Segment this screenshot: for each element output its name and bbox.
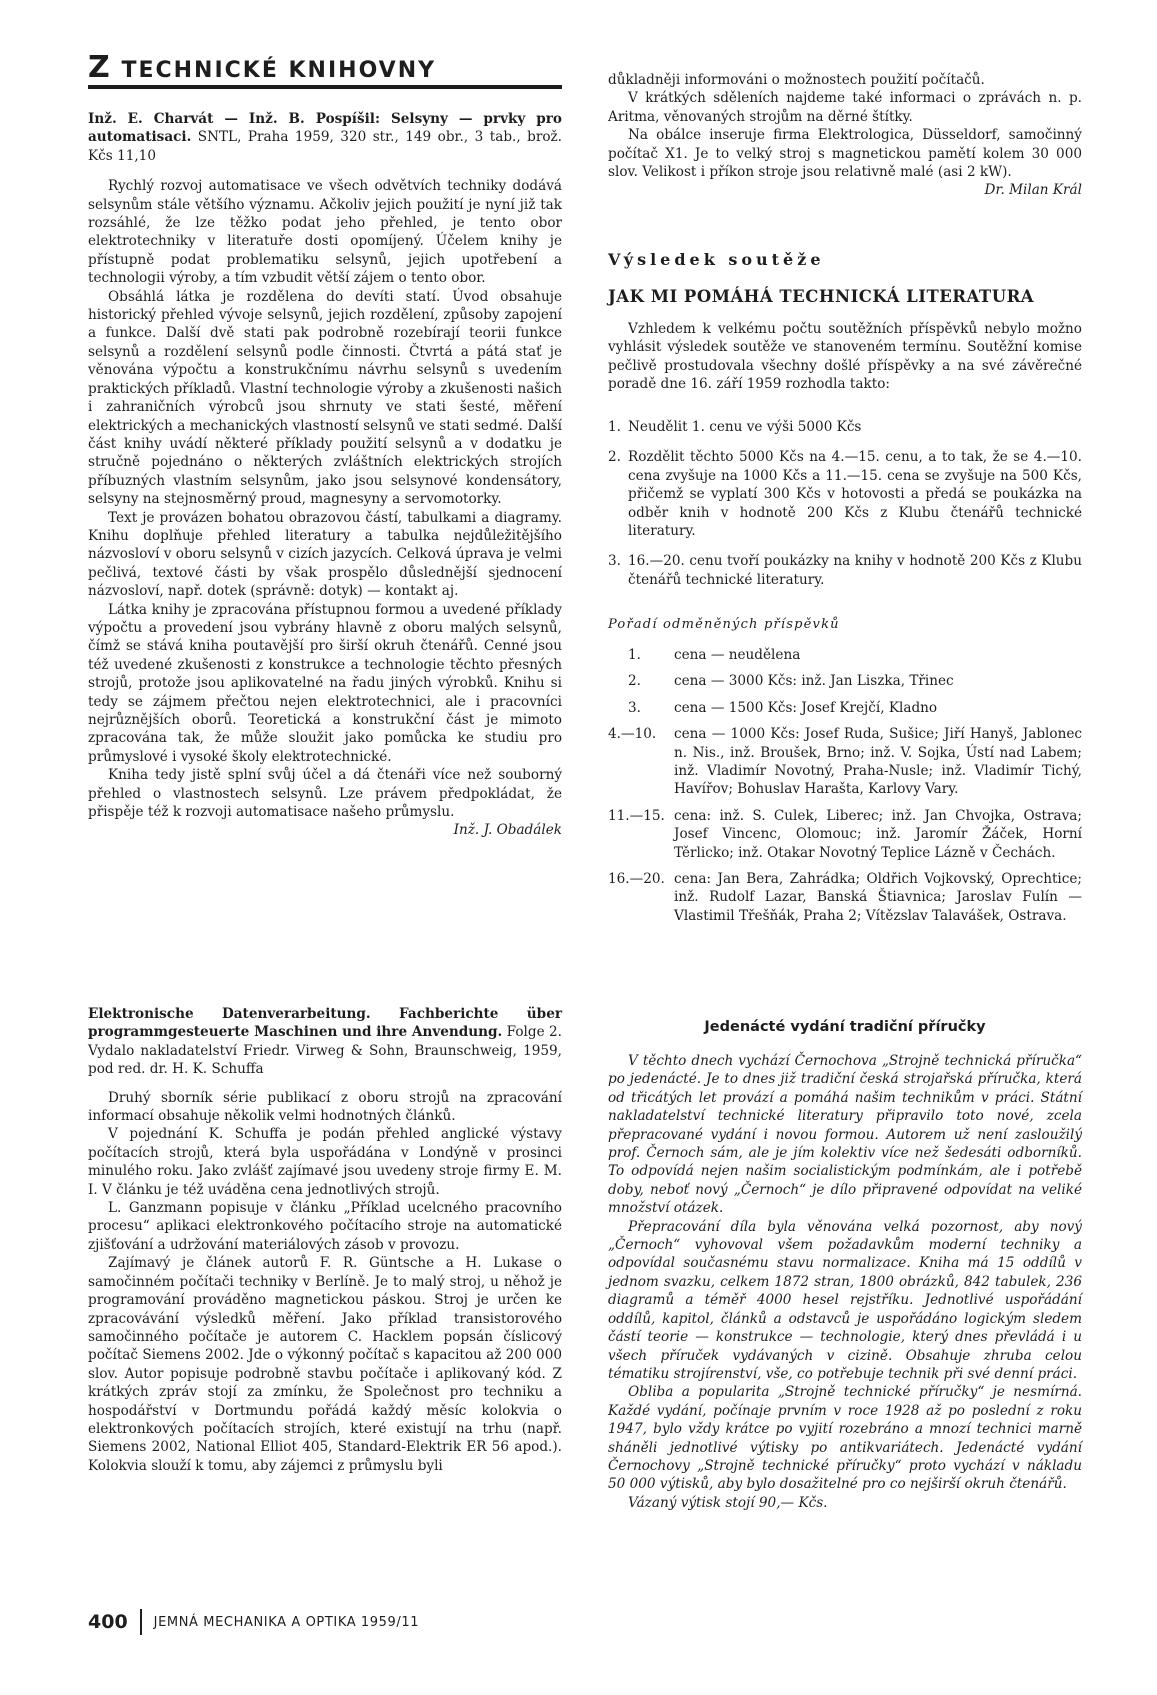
review-datenverarbeitung-paragraph: V pojednání K. Schuffa je podán přehled anglické výstavy počítacích strojů, která byla uspořádána v Londýně v prosinci minulého roku. Jako zvlášť zajímavé jsou uvedeny stroje firmy E. M. I. V článku je též uváděna cena jednotlivých strojů. bbox=[88, 1126, 562, 1198]
prize-entry bbox=[608, 870, 1082, 925]
prize-rank: 4.—10. bbox=[608, 726, 657, 743]
review-datenverarbeitung-continued bbox=[608, 71, 1082, 199]
decision-number: 1. bbox=[608, 419, 621, 435]
prize-rank: 2. bbox=[628, 673, 641, 690]
prize-text: cena — neudělena bbox=[674, 647, 801, 663]
contest-decision bbox=[608, 552, 1082, 589]
contest-decisions bbox=[608, 418, 1082, 601]
section-title bbox=[88, 50, 437, 85]
page-footer bbox=[88, 1609, 419, 1635]
prize-entry bbox=[608, 646, 1082, 664]
section-title-initial: Z bbox=[88, 50, 112, 85]
footer-divider bbox=[140, 1609, 142, 1635]
prize-rank: 16.—20. bbox=[608, 871, 665, 888]
prize-rank: 1. bbox=[628, 647, 641, 663]
prize-rank: 11.—15. bbox=[608, 807, 665, 824]
prize-text: cena — 3000 Kčs: inž. Jan Liszka, Třinec bbox=[674, 673, 954, 690]
review-selsyny-paragraph: Obsáhlá látka je rozdělena do devíti statí. Úvod obsahuje historický přehled vývoje selsynů, jejich rozdělení, způsoby zapojení a funkce. Další dvě stati pak podrobně rozebírají teorii funkce selsynů a rozdělení selsynů podle činnosti. Čtvrtá a pátá stať je věnována výpočtu a konstrukčnímu návrhu selsynů s uvedením praktických příkladů. Vlastní technologie výroby a zkušenosti našich i zahraničních výrobců jsou shrnuty ve stati šesté, měření elektrických a mechanických vlastností selsynů ve stati sedmé. Další část knihy uvádí některé příklady použití selsynů a v dodatku je stručně pojednáno o některých zvláštních elektrických strojích příbuzných vlastním selsynům, jako jsou selsynové kondensátory, selsyny na stejnosměrný proud, magnesyny a servomotorky. bbox=[88, 288, 562, 508]
contest-decision bbox=[608, 418, 1082, 436]
page-number: 400 bbox=[88, 1611, 128, 1633]
title-rule bbox=[88, 85, 562, 89]
decision-number: 3. bbox=[608, 553, 621, 570]
edition-paragraph: V těchto dnech vychází Černochova „Strojně technická příručka“ po jedenácté. Je to dnes již tradiční česká strojařská příručka, která od třicátých let provází a pomáhá našim technikům v práci. Státní nakladatelství technické literatury připravilo toto nové, zcela přepracované vydání i novou formou. Autorem už není zasloužilý prof. Černoch sám, ale je jím kolektiv více než šedesáti odborníků. To odpovídá nejen našim socialistickým podmínkám, ale i potřebě doby, neboť nový „Černoch“ je dílo připravené odpovídat na veliké množství otázek. bbox=[608, 1053, 1082, 1217]
review-selsyny-paragraph: Rychlý rozvoj automatisace ve všech odvětvích techniky dodává selsynům stále většího významu. Ačkoliv jejich použití je nyní již tak rozsáhlé, že lze těžko podat jeho přehled, je tento obor elektrotechniky v literatuře dosti opomíjený. Účelem knihy je přístupně podat problematiku selsynů, jejich upotřebení a technologii výroby, a tím vzbudit větší zájem o tento obor. bbox=[88, 178, 562, 287]
review-datenverarbeitung-paragraph: Zajímavý je článek autorů F. R. Güntsche a H. Lukase o samočinném počítači techniky v Berlíně. Je to malý stroj, u něhož je programování prováděno magnetickou páskou. Stroj je určen ke zpracovávání výsledků měření. Jako příklad transistorového samočinného počítače je autorem C. Hacklem popsán číslicový počítač Siemens 2002. Jde o výkonný počítač s kapacitou až 200 000 slov. Autor popisuje podrobně stavbu počítače i aplikovaný kód. Z krátkých zpráv stojí za zmínku, že Společnost pro techniku a hospodářství v Dortmundu pořádá každý měsíc kolokvia o elektronkových počítacích strojích, které existují na trhu (např. Siemens 2002, National Elliot 405, Standard-Elektrik ER 56 apod.). Kolokvia slouží k tomu, aby zájemci z průmyslu byli bbox=[88, 1255, 562, 1474]
edition-paragraph: Obliba a popularita „Strojně technické příručky“ je nesmírná. Každé vydání, počínaje prvním v roce 1928 až po poslední z roku 1947, bylo vždy krátce po vyjití rozebráno a mnozí technici marně sháněli jednotlivé výtisky po antikvariátech. Jedenácté vydání Černochovy „Strojně technické příručky“ proto vychází v nákladu 50 000 výtisků, aby bylo dosažitelné pro co nejširší okruh čtenářů. bbox=[608, 1384, 1082, 1493]
prize-list bbox=[608, 646, 1082, 933]
prize-entry bbox=[608, 672, 1082, 690]
review-datenverarbeitung-meta: Folge 2. Vydalo nakladatelství Friedr. Virweg & Sohn, Braunschweig, 1959, pod red. dr. H. K. Schuffa bbox=[88, 1024, 562, 1078]
review-datenverarbeitung-paragraph: Na obálce inseruje firma Elektrologica, Düsseldorf, samočinný počítač X1. Je to velký stroj s magnetickou pamětí kolem 30 000 slov. Velikost i příkon stroje jsou relativně malé (asi 2 kW). bbox=[608, 127, 1082, 181]
prize-text: cena: inž. S. Culek, Liberec; inž. Jan Chvojka, Ostrava; Josef Vincenc, Olomouc; inž. Jaromír Žáček, Horní Těrlicko; inž. Otakar Novotný Teplice Lázně v Čechách. bbox=[674, 807, 1082, 861]
review-datenverarbeitung-reference bbox=[88, 1005, 562, 1079]
journal-name: JEMNÁ MECHANIKA A OPTIKA 1959/11 bbox=[153, 1614, 420, 1630]
section-title-rest: TECHNICKÉ KNIHOVNY bbox=[121, 58, 437, 83]
review-selsyny-paragraph: Látka knihy je zpracována přístupnou formou a uvedené příklady výpočtu a provedení jsou vybrány hlavně z oboru malých selsynů, čímž se stává kniha poutavější pro širší okruh čtenářů. Cenné jsou též uvedené zkušenosti z konstrukce a technologie těchto přesných strojů, protože jsou aplikovatelné na řadu jiných výrobků. Knihu si tedy se zájmem přečtou nejen elektrotechnici, ale i pracovníci nejrůznějších oborů. Teoretická a konstrukční část je mimoto zpracována tak, že může sloužit jako pomůcka ke studiu pro průmyslové i vysoké školy elektrotechnické. bbox=[88, 601, 562, 765]
review-selsyny-heading: Inž. E. Charvát — Inž. B. Pospíšil: Selsyny — prvky pro automatisaci. bbox=[88, 111, 562, 146]
review-selsyny bbox=[88, 110, 562, 839]
review-datenverarbeitung-heading: Elektronische Datenverarbeitung. Fachberichte über programmgesteuerte Maschinen und ihre Anvendung. bbox=[88, 1006, 562, 1041]
review-selsyny-paragraph: Text je provázen bohatou obrazovou částí, tabulkami a diagramy. Knihu doplňuje přehled literatury a tabulka nejdůležitějšího názvosloví v oboru selsynů v cizích jazycích. Celková úprava je velmi pečlivá, textové části by však prospělo důslednější sjednocení názvosloví, např. dotek (správně: dotyk) — kontakt aj. bbox=[88, 509, 562, 600]
decision-text: 16.—20. cenu tvoří poukázky na knihy v hodnotě 200 Kčs z Klubu čtenářů technické literatury. bbox=[628, 553, 1082, 588]
decision-number: 2. bbox=[608, 449, 621, 466]
contest-intro: Vzhledem k velkému počtu soutěžních příspěvků nebylo možno vyhlásit výsledek soutěže ve stanoveném termínu. Soutěžní komise pečlivě prostudovala všechny došlé příspěvky a na své závěrečné poradě dne 16. září 1959 rozhodla takto: bbox=[608, 321, 1082, 393]
prize-rank: 3. bbox=[628, 699, 641, 716]
contest-title: JAK MI POMÁHÁ TECHNICKÁ LITERATURA bbox=[608, 287, 1035, 306]
review-datenverarbeitung-signature: Dr. Milan Král bbox=[984, 182, 1082, 199]
review-selsyny-paragraph: Kniha tedy jistě splní svůj účel a dá čtenáři více než souborný přehled o vlastnostech selsynů. Lze právem předpokládat, že přispěje též k rozvoji automatisace našeho průmyslu. bbox=[88, 767, 562, 821]
review-datenverarbeitung bbox=[88, 1005, 562, 1475]
review-datenverarbeitung-paragraph: Druhý sborník série publikací z oboru strojů na zpracování informací obsahuje několik velmi hodnotných článků. bbox=[88, 1089, 562, 1125]
prize-entry bbox=[608, 699, 1082, 717]
prize-entry bbox=[608, 725, 1082, 799]
decision-text: Rozdělit těchto 5000 Kčs na 4.—15. cenu, a to tak, že se 4.—10. cena zvyšuje na 1000 Kčs a 11.—15. cena se zvyšuje na 500 Kčs, přičemž se vyplatí 300 Kčs v hotovosti a předá se poukázka na odběr knih v hodnotě 200 Kčs z Klubu čtenářů technické literatury. bbox=[628, 449, 1082, 540]
edition-article-body bbox=[608, 1052, 1082, 1512]
decision-text: Neudělit 1. cenu ve výši 5000 Kčs bbox=[628, 419, 862, 435]
edition-article-title: Jedenácté vydání tradiční příručky bbox=[704, 1019, 986, 1035]
prize-order-heading: Pořadí odměněných příspěvků bbox=[608, 617, 840, 632]
contest-decision bbox=[608, 448, 1082, 540]
review-selsyny-signature: Inž. J. Obadálek bbox=[453, 822, 562, 839]
review-datenverarbeitung-paragraph: L. Ganzmann popisuje v článku „Příklad ucelcného pracovního procesu“ aplikaci elektronkového počítacího stroje na automatické zjišťování a udržování materiálových zásob v provozu. bbox=[88, 1200, 562, 1253]
prize-text: cena — 1000 Kčs: Josef Ruda, Sušice; Jiří Hanyš, Jablonec n. Nis., inž. Broušek, Brno; inž. V. Sojka, Ústí nad Labem; inž. Vladimír Novotný, Praha-Nusle; inž. Vladimír Tichý, Havířov; Bohuslav Harašta, Karlovy Vary. bbox=[674, 726, 1082, 798]
review-datenverarbeitung-paragraph: V krátkých sděleních najdeme také informaci o zprávách n. p. Aritma, věnovaných strojům na děrné štítky. bbox=[608, 90, 1082, 125]
prize-text: cena — 1500 Kčs: Josef Krejčí, Kladno bbox=[674, 699, 938, 716]
contest-kicker: Výsledek soutěže bbox=[608, 250, 825, 269]
edition-paragraph: Přepracování díla byla věnována velká pozornost, aby nový „Černoch“ vyhovoval všem požadavkům moderní techniky a odpovídal současnému stavu normalizace. Kniha má 15 oddílů v jednom svazku, celkem 1872 stran, 1800 obrázků, 842 tabulek, 236 diagramů a téměř 4000 hesel rejstříku. Jednotlivé uspořádání oddílů, kapitol, článků a odstavců je uspořádáno logickým sledem částí teorie — konstrukce — technologie, který dnes převládá i u všech příruček vydávaných v cizině. Obsahuje zhruba celou tématiku strojírenství, vše, co potřebuje technik při své denní práci. bbox=[608, 1218, 1082, 1382]
prize-entry bbox=[608, 807, 1082, 862]
review-selsyny-reference bbox=[88, 110, 562, 165]
prize-text: cena: Jan Bera, Zahrádka; Oldřich Vojkovský, Oprechtice; inž. Rudolf Lazar, Banská Štiavnica; Jaroslav Fulín — Vlastimil Třešňák, Praha 2; Vítězslav Talavášek, Ostrava. bbox=[674, 871, 1082, 924]
review-datenverarbeitung-continuation: důkladněji informováni o možnostech použití počítačů. bbox=[608, 72, 985, 88]
review-selsyny-meta: SNTL, Praha 1959, 320 str., 149 obr., 3 tab., brož. Kčs 11,10 bbox=[88, 129, 562, 164]
edition-paragraph: Vázaný výtisk stojí 90,— Kčs. bbox=[628, 1494, 828, 1511]
